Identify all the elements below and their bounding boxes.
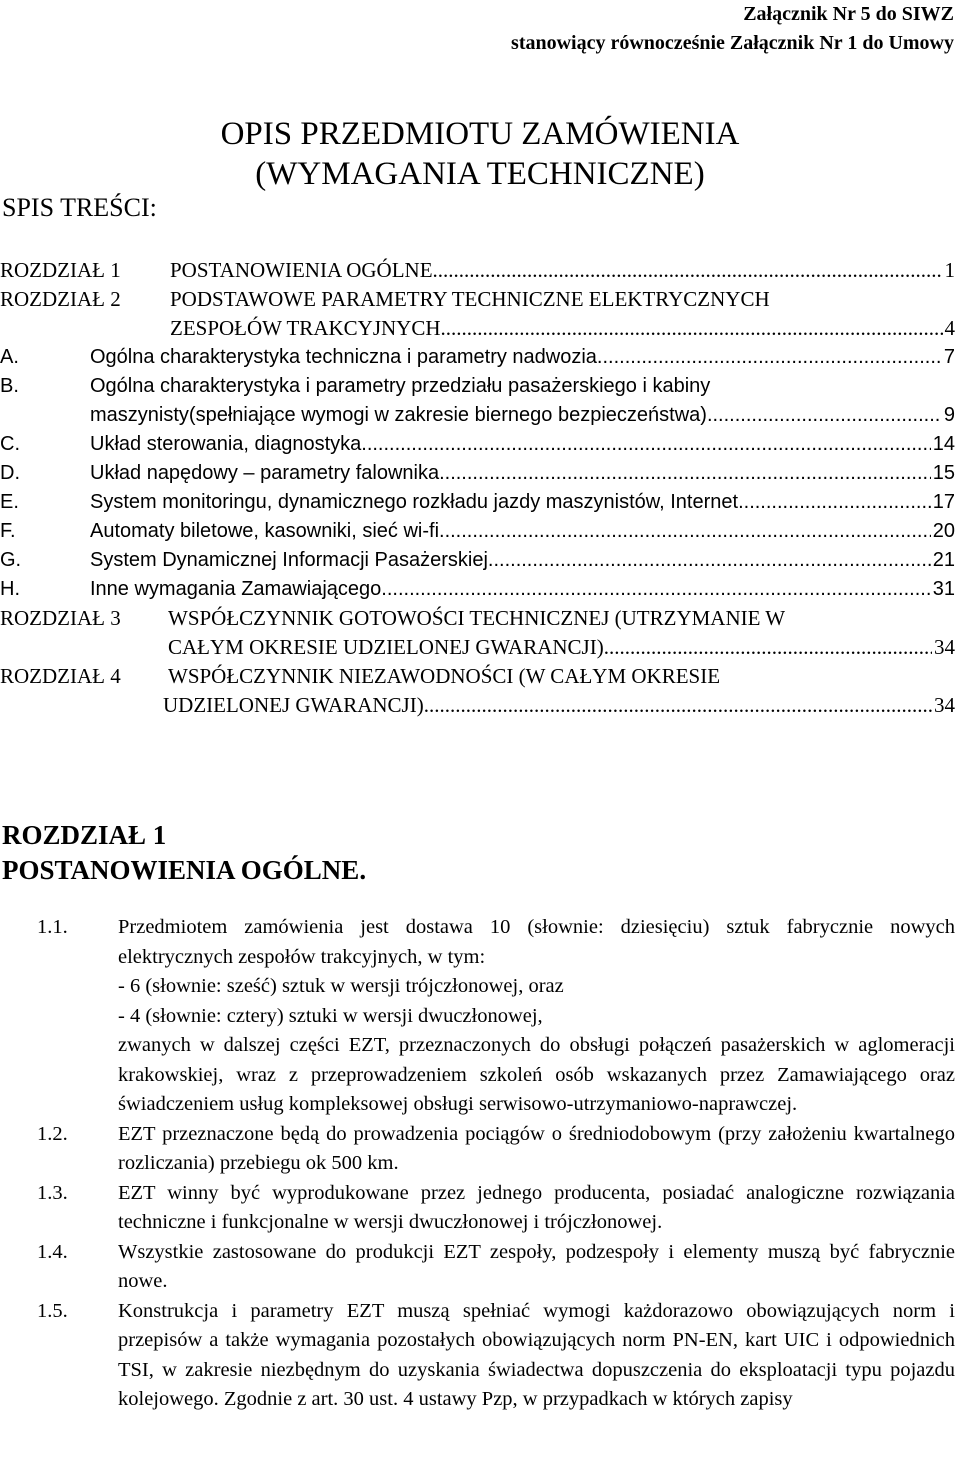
toc-label: H.	[0, 578, 20, 600]
toc-text: WSPÓŁCZYNNIK NIEZAWODNOŚCI (W CAŁYM OKRESIE	[168, 664, 721, 688]
toc-text: System monitoringu, dynamicznego rozkładu jazdy maszynistów, Internet.	[90, 491, 744, 513]
toc-label: ROZDZIAŁ 4	[0, 664, 121, 688]
toc-leader	[438, 256, 943, 285]
toc-entry	[0, 285, 955, 314]
paragraph	[0, 913, 955, 1120]
paragraph-text: EZT winny być wyprodukowane przez jednego producenta, posiadać analogiczne rozwiązania techniczne i funkcjonalne w wersji dwuczłonowej i trójczłonowej.	[118, 1181, 955, 1233]
toc-leader	[744, 488, 931, 517]
chapter-heading	[2, 818, 366, 888]
toc-leader	[488, 546, 931, 575]
paragraph-text: Wszystkie zastosowane do produkcji EZT zespoły, podzespoły i elementy muszą być fabrycznie nowe.	[118, 1240, 955, 1292]
toc-label: A.	[0, 346, 19, 368]
toc-entry	[0, 372, 955, 401]
toc-page: 34	[934, 635, 955, 659]
paragraph-number: 1.5.	[37, 1299, 68, 1322]
paragraph-number: 1.2.	[37, 1122, 68, 1145]
toc-label: ROZDZIAŁ 1	[0, 258, 121, 282]
header-annex-line: Załącznik Nr 5 do SIWZ	[743, 3, 954, 25]
toc-leader	[609, 633, 932, 662]
list-item: - 4 (słownie: cztery) sztuki w wersji dwuczłonowej,	[118, 1004, 543, 1027]
toc-leader	[361, 430, 930, 459]
toc-page: 14	[932, 433, 955, 455]
toc-label: ROZDZIAŁ 2	[0, 287, 121, 311]
toc-page: 15	[932, 462, 955, 484]
toc-text: ZESPOŁÓW TRAKCYJNYCH	[170, 316, 441, 340]
toc-text: Ogólna charakterystyka i parametry przedziału pasażerskiego i kabiny	[90, 375, 711, 397]
toc-leader	[597, 343, 942, 372]
toc-leader	[439, 459, 931, 488]
toc-text: maszynisty(spełniające wymogi w zakresie biernego bezpieczeństwa)	[90, 404, 707, 426]
toc-page: 17	[932, 491, 955, 513]
toc-entry	[0, 575, 955, 604]
document-body	[0, 913, 955, 1415]
toc-text: Układ napędowy – parametry falownika	[90, 462, 440, 484]
toc-page: 21	[932, 549, 955, 571]
title-line-1: OPIS PRZEDMIOTU ZAMÓWIENIA	[220, 116, 740, 152]
toc-page: 31	[932, 578, 955, 600]
paragraph	[0, 1120, 955, 1179]
paragraph-text: Konstrukcja i parametry EZT muszą spełniać wymogi każdorazowo obowiązujących norm i przepisów a także wymagania pozostałych obowiązujących norm PN-EN, kart UIC i odpowiednich TSI, w zakresie niezbędnym do uzyskania świadectwa dopuszczenia do eksploatacji typu pojazdu kolejowego. Zgodnie z art. 30 ust. 4 ustawy Pzp, w przypadkach w których zapisy	[118, 1299, 955, 1410]
title-line-2: (WYMAGANIA TECHNICZNE)	[255, 156, 705, 192]
toc-leader	[381, 575, 930, 604]
toc-entry-continuation	[0, 401, 955, 430]
toc-text: WSPÓŁCZYNNIK GOTOWOŚCI TECHNICZNEJ (UTRZYMANIE W	[168, 606, 786, 630]
document-title	[0, 114, 960, 194]
toc-page: 9	[943, 404, 955, 426]
toc-entry-continuation	[0, 314, 955, 343]
toc-label: G.	[0, 549, 22, 571]
paragraph	[0, 1179, 955, 1238]
toc-text: System Dynamicznej Informacji Pasażerskiej	[90, 549, 488, 571]
toc-page: 4	[944, 316, 955, 340]
paragraph-number: 1.4.	[37, 1240, 68, 1263]
chapter-number: ROZDZIAŁ 1	[2, 820, 167, 850]
toc-leader	[707, 401, 942, 430]
toc-entry-continuation	[0, 691, 955, 720]
toc-text: CAŁYM OKRESIE UDZIELONEJ GWARANCJI).	[168, 635, 609, 659]
toc-entry	[0, 662, 955, 691]
toc-label: E.	[0, 491, 19, 513]
toc-text: Inne wymagania Zamawiającego	[90, 578, 382, 600]
toc-heading: SPIS TREŚCI:	[2, 193, 157, 222]
toc-text: Automaty biletowe, kasowniki, sieć wi-fi	[90, 520, 440, 542]
toc-leader	[439, 517, 931, 546]
paragraph-number: 1.3.	[37, 1181, 68, 1204]
toc-entry	[0, 604, 955, 633]
toc-text: Ogólna charakterystyka techniczna i parametry nadwozia	[90, 346, 597, 368]
paragraph-number: 1.1.	[37, 916, 68, 938]
list-item: - 6 (słownie: sześć) sztuk w wersji trójczłonowej, oraz	[118, 975, 564, 997]
toc-entry	[0, 256, 955, 285]
toc-text: POSTANOWIENIA OGÓLNE.	[170, 258, 438, 282]
table-of-contents	[0, 256, 955, 720]
paragraph-text: zwanych w dalszej części EZT, przeznaczonych do obsługi połączeń pasażerskich w aglomeracji krakowskiej, wraz z przeprowadzeniem szkoleń osób wskazanych przez Zamawiającego oraz świadczeniem usług kompleksowej obsługi serwisowo-utrzymaniowo-naprawczej.	[118, 1034, 955, 1115]
paragraph-text: EZT przeznaczone będą do prowadzenia pociągów o średniodobowym (przy założeniu kwartalnego rozliczania) przebiegu ok 500 km.	[118, 1122, 955, 1174]
paragraph	[0, 1238, 955, 1297]
toc-page: 1	[944, 258, 955, 282]
toc-label: ROZDZIAŁ 3	[0, 606, 121, 630]
toc-page: 20	[932, 520, 955, 542]
toc-entry	[0, 459, 955, 488]
toc-text: PODSTAWOWE PARAMETRY TECHNICZNE ELEKTRYCZNYCH	[170, 287, 770, 311]
toc-label: D.	[0, 462, 20, 484]
toc-entry	[0, 430, 955, 459]
toc-leader	[441, 314, 943, 343]
toc-label: C.	[0, 433, 20, 455]
header-contract-line: stanowiący równocześnie Załącznik Nr 1 do Umowy	[511, 32, 954, 54]
toc-label: B.	[0, 375, 19, 397]
document-header	[511, 0, 954, 58]
toc-entry	[0, 488, 955, 517]
toc-text: Układ sterowania, diagnostyka	[90, 433, 362, 455]
toc-entry-continuation	[0, 633, 955, 662]
toc-entry	[0, 343, 955, 372]
toc-entry	[0, 546, 955, 575]
toc-page: 7	[943, 346, 955, 368]
toc-page: 34	[934, 693, 955, 717]
paragraph-text: Przedmiotem zamówienia jest dostawa 10 (słownie: dziesięciu) sztuk fabrycznie nowych elektrycznych zespołów trakcyjnych, w tym:	[118, 916, 955, 968]
paragraph	[0, 1297, 955, 1415]
toc-entry	[0, 517, 955, 546]
toc-label: F.	[0, 520, 16, 542]
toc-text: UDZIELONEJ GWARANCJI).	[163, 693, 429, 717]
chapter-title: POSTANOWIENIA OGÓLNE.	[2, 855, 367, 885]
toc-leader	[429, 691, 932, 720]
